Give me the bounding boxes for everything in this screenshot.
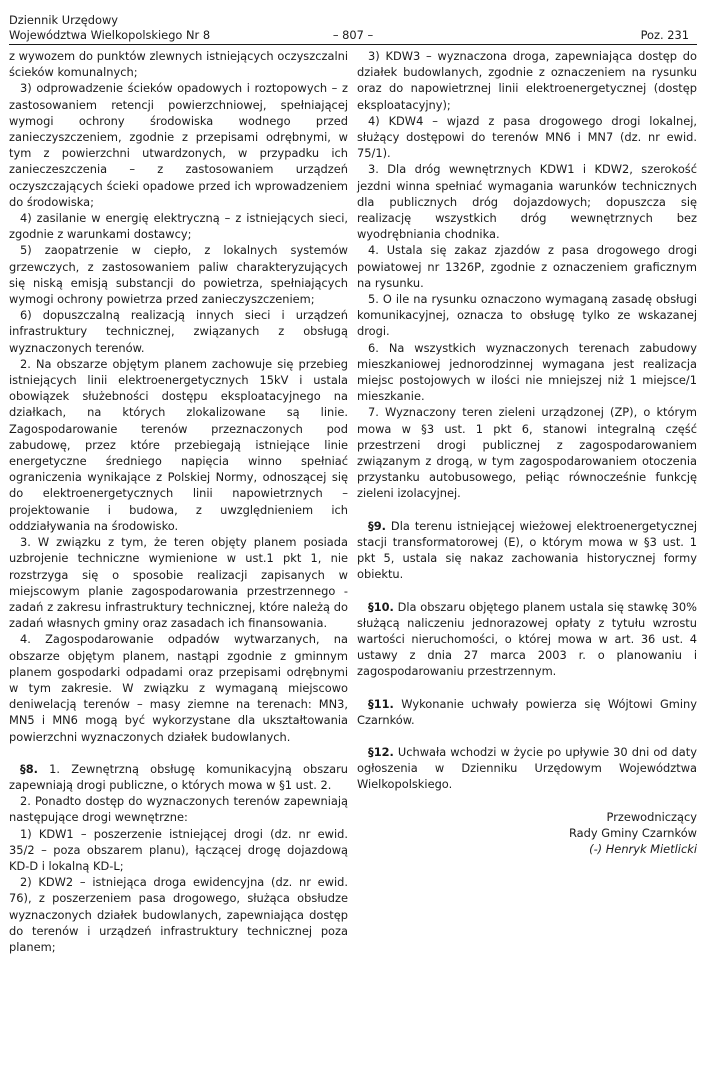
- journal-subtitle: Województwa Wielkopolskiego Nr 8: [9, 28, 211, 42]
- section-label: §11.: [368, 696, 394, 711]
- section-text: Dla obszaru objętego planem ustala się stawkę 30% służącą naliczeniu jednorazowej opłaty z tytułu wzrostu wartości nieruchomości, o której mowa w art. 36 ust. 4 ustawy z dnia 27 marca 2003 r. o planowaniu i zagospodarowaniu przestrzennym.: [357, 599, 697, 679]
- paragraph: z wywozem do punktów zlewnych istniejących oczyszczalni ścieków komunalnych;: [9, 49, 348, 80]
- paragraph: 6. Na wszystkich wyznaczonych terenach zabudowy mieszkaniowej jednorodzinnej wymagana jest realizacja miejsc postojowych w ilości nie mniejszej niż 1 miejsce/1 mieszkanie.: [357, 340, 697, 404]
- section-text: 1. Zewnętrzną obsługę komunikacyjną obszaru zapewniają drogi publiczne, o których mowa w §1 ust. 2.: [9, 761, 348, 792]
- section-text: Dla terenu istniejącej wieżowej elektroenergetycznej stacji transformatorowej (E), o którym mowa w §3 ust. 1 pkt 5, ustala się nakaz zachowania historycznej formy obiektu.: [357, 518, 697, 582]
- paragraph: 4. Zagospodarowanie odpadów wytwarzanych, na obszarze objętym planem, nastąpi zgodnie z gminnym planem gospodarki odpadami oraz przepisami odrębnymi w tym zakresie. W związku z wymaganą miejscowo deniwelacją terenów – masy ziemne na terenach: MN3, MN5 i MN6 mogą być wykorzystane dla ukształtowania powierzchni wyznaczonych działek budowlanych.: [9, 632, 348, 744]
- signature-block: [357, 809, 697, 858]
- section-12: [357, 744, 697, 793]
- signature-organization: Rady Gminy Czarnków: [569, 825, 697, 840]
- left-column: [9, 48, 348, 955]
- section-label: §9.: [368, 518, 386, 533]
- right-column: [357, 48, 697, 857]
- section-9: [357, 518, 697, 583]
- paragraph: 1) KDW1 – poszerzenie istniejącej drogi (dz. nr ewid. 35/2 – poza obszarem planu), łączącej drogę dojazdową KD-D i lokalną KD-L;: [9, 826, 348, 873]
- paragraph: 2. Ponadto dostęp do wyznaczonych terenów zapewniają następujące drogi wewnętrzne:: [9, 794, 348, 825]
- section-text: Wykonanie uchwały powierza się Wójtowi Gminy Czarnków.: [357, 696, 697, 727]
- paragraph: 2) KDW2 – istniejąca droga ewidencyjna (dz. nr ewid. 76), z poszerzeniem pasa drogowego, służąca obsłudze wyznaczonych działek budowlanych, zapewniająca dostęp do terenów i urządzeń infrastruktury technicznej poza planem;: [9, 875, 348, 954]
- section-8: [9, 761, 348, 793]
- paragraph: 2. Na obszarze objętym planem zachowuje się przebieg istniejących linii elektroenergetycznych 15kV i ustala obowiązek służebności dostępu eksploatacyjnego na działkach, na których zlokalizowane są linie. Zagospodarowanie terenów przeznaczonych pod zabudowę, przez które przebiegają istniejące linie energetyczne średniego napięcia winno spełniać ograniczenia wynikające z Polskiej Normy, odnoszącej się do elektroenergetycznych linii napowietrznych – projektowanie i budowa, z uwzględnieniem ich oddziaływania na środowisko.: [9, 356, 348, 533]
- page-header: [9, 13, 697, 45]
- position-number: Poz. 231: [640, 28, 689, 42]
- paragraph: 4. Ustala się zakaz zjazdów z pasa drogowego drogi powiatowej nr 1326P, zgodnie z oznaczeniem graficznym na rysunku.: [357, 243, 697, 290]
- paragraph: 3) odprowadzenie ścieków opadowych i roztopowych – z zastosowaniem retencji powierzchniowej, spełniającej wymogi ochrony środowiska wodnego przed zanieczyszczeniem, zgodnie z przepisami odrębnymi, w tym z powierzchni utwardzonych, w przypadku ich zanieczeszczenia – z zastosowaniem urządzeń oczyszczających ścieki opadowe przed ich wprowadzeniem do środowiska;: [9, 81, 348, 209]
- journal-title: Dziennik Urzędowy: [9, 13, 119, 27]
- section-label: §12.: [368, 744, 394, 759]
- section-text: Uchwała wchodzi w życie po upływie 30 dni od daty ogłoszenia w Dzienniku Urzędowym Województwa Wielkopolskiego.: [357, 744, 697, 792]
- section-label: §8.: [20, 761, 38, 776]
- signature-title: Przewodniczący: [606, 809, 697, 824]
- header-row: [9, 28, 697, 43]
- paragraph: 4) zasilanie w energię elektryczną – z istniejących sieci, zgodnie z warunkami dostawcy;: [9, 211, 348, 242]
- paragraph: 7. Wyznaczony teren zieleni urządzonej (ZP), o którym mowa w §3 ust. 1 pkt 6, stanowi integralną część przestrzeni drogi publicznej z zagospodarowaniem związanym z drogą, w tym zagospodarowaniem otoczenia przystanku autobusowego, pełiąc równocześnie funkcję zieleni izolacyjnej.: [357, 405, 697, 501]
- section-11: [357, 696, 697, 728]
- paragraph: 3) KDW3 – wyznaczona droga, zapewniająca dostęp do działek budowlanych, zgodnie z oznaczeniem na rysunku oraz do napowietrznej linii elektroenergetycznej (dostęp eksploatacyjny);: [357, 49, 697, 112]
- paragraph: 3. Dla dróg wewnętrznych KDW1 i KDW2, szerokość jezdni winna spełniać wymagania warunków technicznych dla publicznych dróg dojazdowych; dopuszcza się realizację wszystkich dróg wewnętrznych bez wyodrębniania chodnika.: [357, 162, 697, 242]
- paragraph: 5) zaopatrzenie w ciepło, z lokalnych systemów grzewczych, z zastosowaniem paliw charakteryzujących się niską emisją substancji do powietrza, spełniających wymogi ochrony powietrza przed zanieczyszczeniem;: [9, 243, 348, 307]
- section-10: [357, 599, 697, 680]
- section-label: §10.: [368, 599, 394, 614]
- paragraph: 4) KDW4 – wjazd z pasa drogowego drogi lokalnej, służący dostępowi do terenów MN6 i MN7 (dz. nr ewid. 75/1).: [357, 113, 697, 161]
- paragraph: 6) dopuszczalną realizacją innych sieci i urządzeń infrastruktury technicznej, związanych z obsługą wyznaczonych terenów.: [9, 308, 348, 355]
- paragraph: 5. O ile na rysunku oznaczono wymaganą zasadę obsługi komunikacyjnej, oznacza to obsługę tylko ze wskazanej drogi.: [357, 292, 697, 339]
- paragraph: 3. W związku z tym, że teren objęty planem posiada uzbrojenie techniczne wymienione w ust.1 pkt 1, nie rozstrzyga się o sposobie realizacji zapisanych w miejscowym planie zagospodarowania przestrzennego - zadań z zakresu infrastruktury technicznej, które należą do zadań własnych gminy oraz zasadach ich finansowania.: [9, 535, 348, 631]
- signature-name: (-) Henryk Mietlicki: [589, 841, 697, 856]
- page-number: – 807 –: [332, 28, 374, 42]
